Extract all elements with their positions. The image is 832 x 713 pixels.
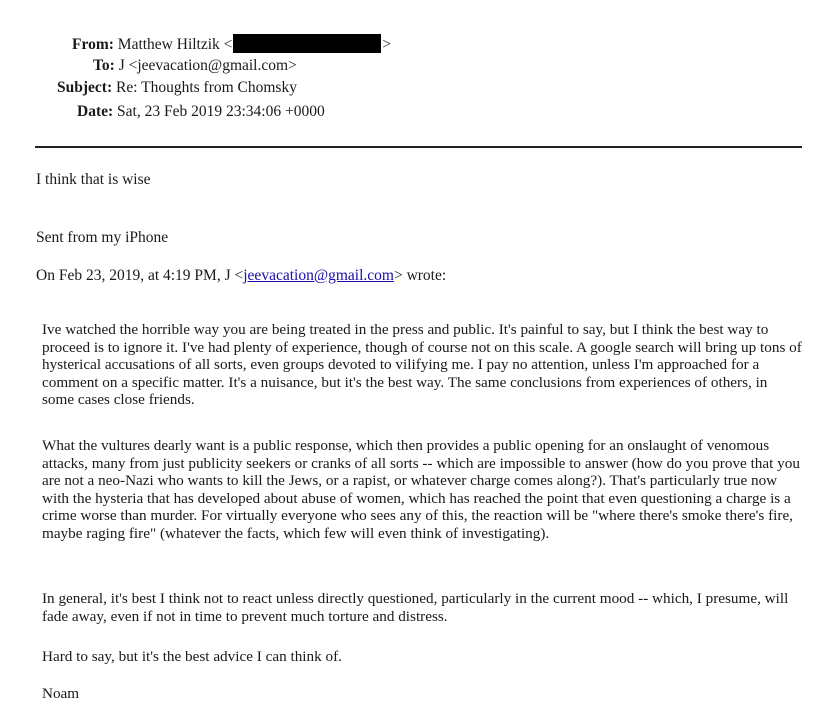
quoted-text: In general, it's best I think not to react unless directly questioned, particularly in the current mood -- which, I presume, will fade away, even if not in time to prevent much torture and distress.	[42, 590, 789, 625]
email-link[interactable]: jeevacation@gmail.com	[243, 267, 394, 284]
quoted-paragraph-4	[42, 648, 802, 666]
to-value: J <jeevacation@gmail.com>	[118, 57, 297, 74]
quote-intro	[36, 266, 446, 286]
subject-value: Re: Thoughts from Chomsky	[115, 79, 297, 96]
date-row	[77, 102, 325, 122]
quoted-text: Ive watched the horrible way you are being treated in the press and public. It's painful to say, but I think the best way to proceed is to ignore it. I've had plenty of experience, though of course not on this scale. A google search will bring up tons of hysterical accusations of all sorts, even groups devoted to vilifying me. I pay no attention, unless I'm approached for a comment on a specific matter. It's a nuisance, but it's the best way. The same conclusions from experiences of others, in some cases close friends.	[42, 321, 802, 409]
quoted-paragraph-3	[42, 590, 802, 625]
quote-intro-suffix: > wrote:	[393, 267, 447, 284]
header-divider	[35, 146, 802, 148]
from-name: Matthew Hiltzik <	[117, 36, 233, 53]
date-value: Sat, 23 Feb 2019 23:34:06 +0000	[117, 103, 325, 120]
redaction-box	[233, 34, 381, 53]
from-row	[72, 34, 391, 55]
date-label: Date:	[77, 103, 114, 120]
quoted-text: Hard to say, but it's the best advice I can think of.	[42, 648, 342, 665]
reply-signature: Sent from my iPhone	[36, 229, 169, 246]
quoted-paragraph-1	[42, 321, 802, 409]
reply-text: I think that is wise	[36, 171, 151, 188]
subject-label: Subject:	[57, 79, 113, 96]
quoted-text: What the vultures dearly want is a public response, which then provides a public opening for an onslaught of venomous attacks, many from just publicity seekers or cranks of all sorts -- which are impossible to answer (how do you prove that you are not a neo-Nazi who wants to kill the Jews, or a rapist, or whatever charge comes along?). That's particularly true now with the hysteria that has developed about abuse of women, which has reached the point that even questioning a charge is a crime worse than murder. For virtually everyone who sees any of this, the reaction will be "where there's smoke there's fire, maybe raging fire" (whatever the facts, which few will even think of investigating).	[42, 437, 800, 542]
to-label: To:	[93, 57, 115, 74]
quoted-paragraph-2	[42, 437, 802, 543]
to-row	[93, 56, 297, 76]
quoted-signoff	[42, 685, 802, 703]
from-label: From:	[72, 36, 114, 53]
subject-row	[57, 78, 297, 98]
quote-intro-prefix: On Feb 23, 2019, at 4:19 PM, J <	[36, 267, 244, 284]
from-end: >	[382, 36, 392, 53]
quoted-text: Noam	[42, 685, 80, 702]
